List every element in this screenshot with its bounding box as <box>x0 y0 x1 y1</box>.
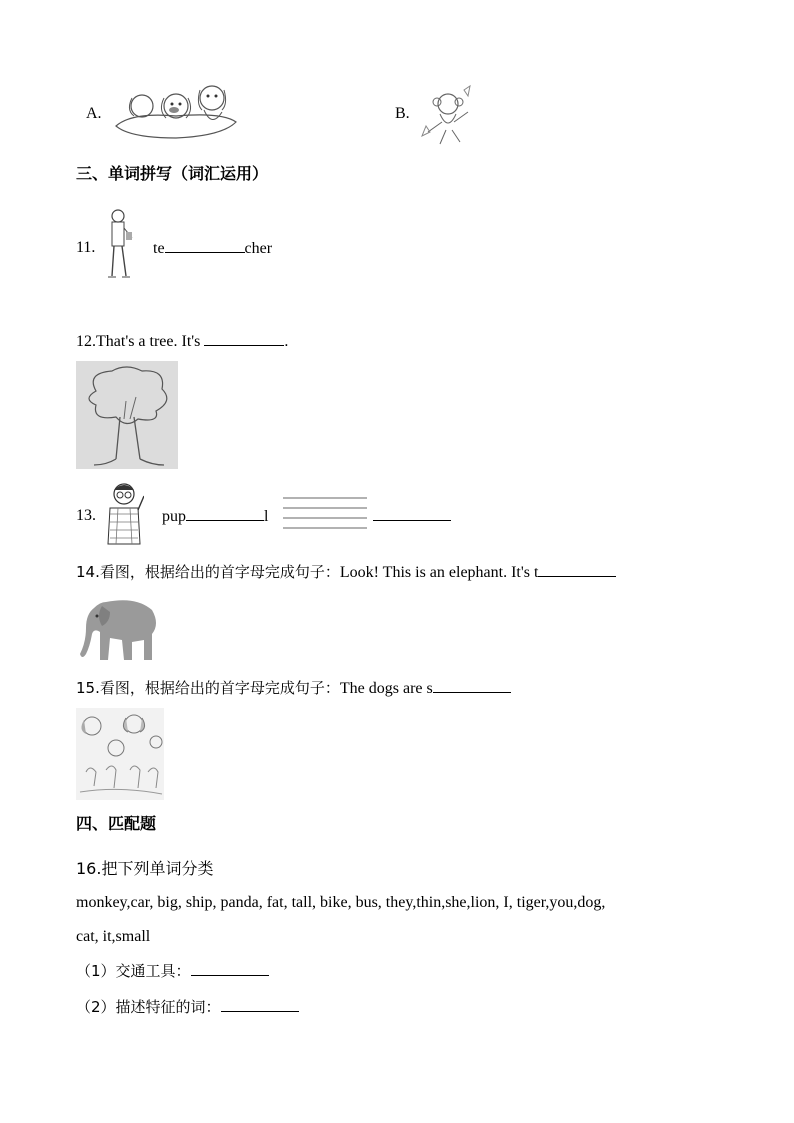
q16-sub-1 <box>76 961 269 982</box>
q13-prefix: pup <box>162 508 186 525</box>
q13-second-blank[interactable] <box>373 506 451 521</box>
teacher-image <box>104 208 134 280</box>
q15-answer-blank[interactable] <box>433 678 511 693</box>
q11-number: 11. <box>76 239 96 256</box>
q16-sub-2-label: （2）描述特征的词： <box>76 998 221 1016</box>
q15-instruction: 15.看图，根据给出的首字母完成句子： <box>76 679 340 697</box>
q13-number: 13. <box>76 507 96 524</box>
q16-title: 16.把下列单词分类 <box>76 859 214 878</box>
q13-word <box>162 506 268 527</box>
q16-sub-1-blank[interactable] <box>191 961 269 976</box>
q15-prompt: The dogs are s <box>339 680 433 697</box>
q14-sentence <box>76 562 616 583</box>
option-a-label: A. <box>86 105 102 122</box>
q13-suffix: l <box>264 508 269 525</box>
q12-sentence <box>76 331 288 352</box>
q16-words-line-1: monkey,car, big, ship, panda, fat, tall, bike, bus, they,thin,she,lion, I, tiger,you,dog, <box>76 894 606 911</box>
option-b-label: B. <box>395 105 410 122</box>
q11-prefix: te <box>153 240 165 257</box>
q14-prompt: Look! This is an elephant. It's t <box>339 564 539 581</box>
q12-text: 12.That's a tree. It's <box>76 333 201 350</box>
q11-suffix: cher <box>244 240 273 257</box>
monkey-image <box>418 82 478 150</box>
q14-answer-blank[interactable] <box>538 562 616 577</box>
q13-answer-blank[interactable] <box>186 506 264 521</box>
q16-sub-1-label: （1）交通工具： <box>76 962 191 980</box>
q16-words-line-2: cat, it,small <box>76 928 151 945</box>
small-dogs-image <box>76 708 164 800</box>
four-line-writing-grid[interactable] <box>281 496 369 530</box>
q14-instruction: 14.看图，根据给出的首字母完成句子： <box>76 563 340 581</box>
elephant-image <box>76 592 160 664</box>
section-4-heading: 四、匹配题 <box>76 814 157 833</box>
q16-sub-2-blank[interactable] <box>221 997 299 1012</box>
q12-answer-blank[interactable] <box>204 331 284 346</box>
pupil-boy-image <box>104 480 144 546</box>
tall-tree-image <box>76 361 178 469</box>
q15-sentence <box>76 678 511 699</box>
q16-sub-2 <box>76 997 299 1018</box>
three-puppies-image <box>112 76 240 142</box>
q11-word <box>153 238 272 259</box>
q11-answer-blank[interactable] <box>165 238 245 253</box>
section-3-heading: 三、单词拼写（词汇运用） <box>76 164 269 183</box>
q12-end: . <box>284 333 289 350</box>
